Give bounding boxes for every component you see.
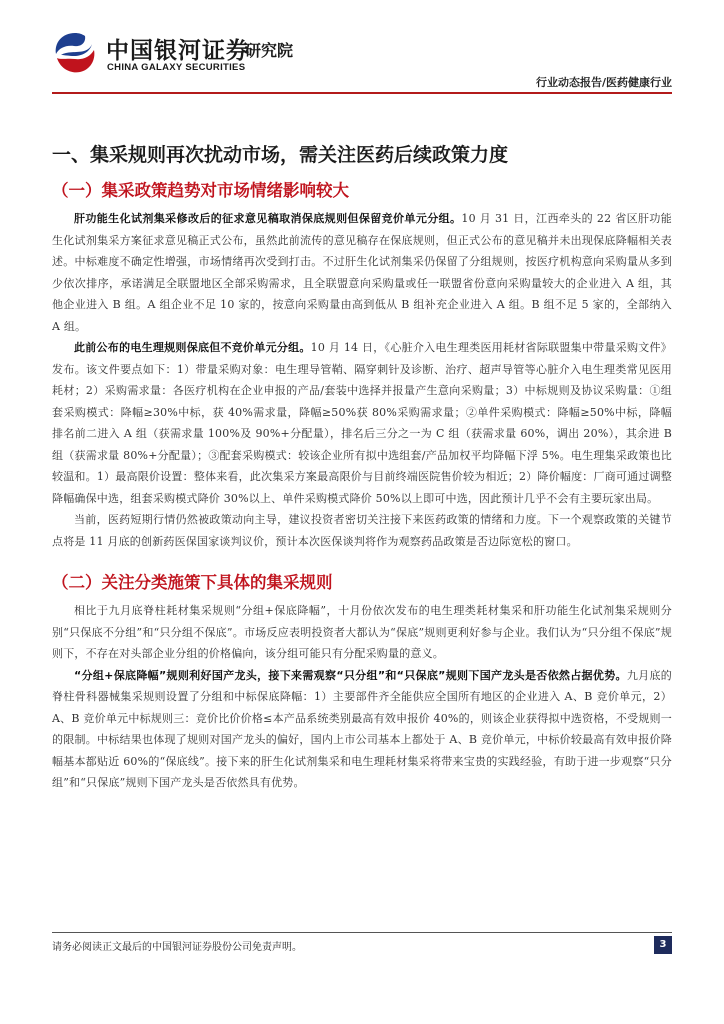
subsection-title-1: （一）集采政策趋势对市场情绪影响较大 — [52, 181, 349, 200]
page-header — [0, 0, 724, 100]
main-content — [52, 140, 672, 794]
paragraph — [52, 600, 672, 665]
galaxy-logo-icon — [52, 30, 98, 76]
paragraph — [52, 665, 672, 794]
paragraph — [52, 208, 672, 337]
paragraph-lead: “分组+保底降幅”规则利好国产龙头，接下来需观察“只分组”和“只保底”规则下国产龙头是否依然占据优势。 — [74, 668, 627, 682]
subsection-title-2: （二）关注分类施策下具体的集采规则 — [52, 573, 333, 592]
disclaimer-note: 请务必阅读正文最后的中国银河证券股份公司免责声明。 — [52, 942, 302, 953]
paragraph — [52, 337, 672, 509]
paragraph-lead: 肝功能生化试剂集采修改后的征求意见稿取消保底规则但保留竞价单元分组。 — [74, 212, 462, 225]
logo-english-name: CHINA GALAXY SECURITIES — [107, 62, 246, 73]
logo-chinese-name: 中国银河证券 — [106, 38, 250, 64]
paragraph-lead: 此前公布的电生理规则保底但不竞价单元分组。 — [74, 341, 311, 354]
page-number-badge: 3 — [654, 936, 672, 954]
report-type-label: 行业动态报告/医药健康行业 — [535, 76, 672, 89]
paragraph-text: 10 月 14 日，《心脏介入电生理类医用耗材省际联盟集中带量采购文件》发布。该文件要点如下：1）带量采购对象：电生理导管鞘、隔穿刺针及诊断、治疗、超声导管等心脏介入电生理类常见医用耗材；2）采购需求量：各医疗机构在企业申报的产品/套装中选择并报量产生意向采购量；3）中标规则及协议采购量：①组套采购模式：降幅≥30%中标，获 40%需求量，降幅≥50%获 80%采购需求量；②单件采购模式：降幅≥50%中标，降幅排名前二进入 A 组（获需求量 100%及 90%+分配量），排名后三分之一为 C 组（获需求量 60%，调出 20%），其余进 B 组（获需求量 80%+分配量）；③配套采购模式：较该企业所有拟中选组套/产品加权平均降幅下浮 5%。电生理集采政策也比较温和。1）最高限价设置：整体来看，此次集采方案最高限价与目前终端医院售价较为相近；2）降价幅度：厂商可通过调整降幅确保中选，组套采购模式降价 30%以上、单件采购模式降价 50%以上即可中选，因此预计几乎不会有主要玩家出局。 — [52, 341, 672, 505]
section-title: 一、集采规则再次扰动市场，需关注医药后续政策力度 — [52, 144, 509, 166]
paragraph-text: 相比于九月底脊柱耗材集采规则“分组+保底降幅”，十月份依次发布的电生理类耗材集采和肝功能生化试剂集采规则分别“只保底不分组”和“只分组不保底”。市场反应表明投资者大都认为“保底”规则更利好参与企业。我们认为“只分组不保底”规则下，不存在对头部企业分组的价格偏向，该分组可能只有分配采购量的意义。 — [52, 604, 672, 660]
header-divider — [52, 92, 672, 94]
paragraph-text: 10 月 31 日，江西牵头的 22 省区肝功能生化试剂集采方案征求意见稿正式公布，虽然此前流传的意见稿存在保底规则，但正式公布的意见稿并未出现保底降幅相关表述。中标难度不确定性增强，市场情绪再次受到打击。不过肝生化试剂集采仍保留了分组规则，按医疗机构意向采购量从多到少依次排序，承诺满足全联盟地区全部采购需求，且全联盟意向采购量或任一联盟省份意向采购量较大的企业进入 A 组，其他企业进入 B 组。A 组企业不足 10 家的，按意向采购量由高到低从 B 组补充企业进入 A 组。B 组不足 5 家的，全部纳入 A 组。 — [52, 212, 672, 333]
paragraph-text: 当前，医药短期行情仍然被政策动向主导，建议投资者密切关注接下来医药政策的情绪和力度。下一个观察政策的关键节点将是 11 月底的创新药医保国家谈判议价，预计本次医保谈判将作为观察药品政策是否边际宽松的窗口。 — [52, 513, 672, 548]
paragraph-text: 九月底的脊柱骨科器械集采规则设置了分组和中标保底降幅：1）主要部件齐全能供应全国所有地区的企业进入 A、B 竞价单元，2）A、B 竞价单元中标规则三：竞价比价价格≤本产品系统类别最高有效申报价 40%的，则该企业获得拟中选资格，不受规则一的限制。中标结果也体现了规则对国产龙头的偏好，国内上市公司基本上都处于 A、B 竞价单元，中标价较最高有效申报价降幅基本都贴近 60%的“保底线”。接下来的肝生化试剂集采和电生理耗材集采将带来宝贵的实践经验，有助于进一步观察“只分组”和“只保底”规则下国产龙头是否依然具有优势。 — [52, 668, 672, 789]
paragraph — [52, 509, 672, 552]
logo-research-institute: 研究院 — [245, 41, 294, 60]
footer-divider — [52, 932, 672, 933]
